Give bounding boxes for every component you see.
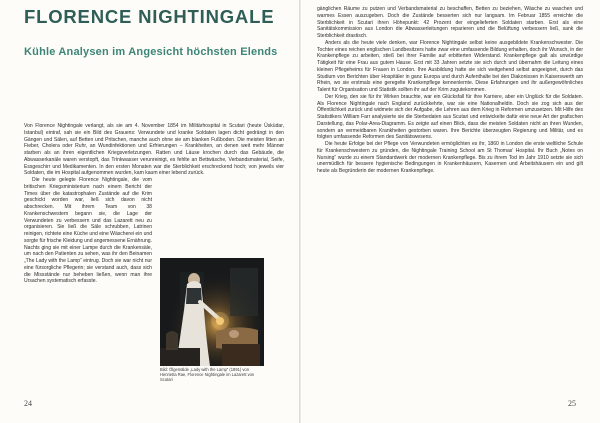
right-body-text — [317, 6, 583, 175]
article-title: FLORENCE NIGHTINGALE — [24, 6, 275, 27]
left-paragraph-1: Von Florence Nightingale verlangt, als sie am 4. November 1854 im Militärhospital in Scutari (heute Üsküdar, Istanbul) eintraf, sah sie ein Bild des Grauens: Verwundete und kranke Soldaten lagen dicht gedrängt in den Gängen und Sälen, auf Betten und Pritschen, manche auch ohne sie am blanken Fußboden. Die meisten litten an Fieber, Cholera oder Ruhr, an Wundinfektionen und Erfrierungen – Krankheiten, an denen weit mehr Männer starben als an ihren eigentlichen Kriegsverletzungen. Ratten und Läuse krochen durch das Gebäude, die Abwasserkanäle waren verstopft, das Trinkwasser verunreinigt, es fehlte an Bettwäsche, Verbandsmaterial, Seife, Essgeschirr und Medikamenten. In den ersten Monaten war die Sterblichkeit erschreckend hoch; von jeweils vier Soldaten, die im Hospital aufgenommen wurden, kam kaum einer lebend zurück. — [24, 123, 284, 177]
right-paragraph-2: Anders als die heute viele denken, war Florence Nightingale selbst keine ausgebildete Krankenschwester. Die Tochter eines reichen englischen Landbesitzers hatte zwar eine umfassende Bildung erhalten, doch ihr Wunsch, in der Krankenpflege zu arbeiten, stieß bei ihrer Familie auf erbitterten Widerstand. Krankenpflege galt als unwürdige Tätigkeit für eine Frau aus gutem Hause. Erst mit 33 Jahren setzte sie sich durch und übernahm die Leitung eines kleinen Pflegeheims für Frauen in London. Ihre Ausbildung hatte sie sich weitgehend selbst angeeignet, durch das Studium von Berichten über Hospitäler in ganz Europa und durch Aufenthalte bei den Diakonissen in Kaiserswerth am Rhein, wo sie erstmals eine geregelte Krankenpflege kennenlernte. Diese Erfahrungen und ihr außergewöhnliches Talent für Organisation und Statistik sollten ihr auf der Krim zugutekommen. — [317, 39, 583, 93]
left-paragraph-2: Die heute gelegte Florence Nightingale, die vom britischen Kriegsministerium nach einem Bericht der Times über die katastrophalen Zustände auf die Krim geschickt worden war, ließ sich davon nicht abschrecken. Mit ihrem Team von 38 Krankenschwestern begann sie, die Lage der Verwundeten zu verbessern und das Lazarett neu zu organisieren. Sie ließ die Säle schrubben, Latrinen reinigen, richtete eine Küche und eine Wäscherei ein und sorgte für frische Kleidung und angemessene Ernährung. Nachts ging sie mit einer Lampe durch die Krankensäle, um nach den Patienten zu sehen, was ihr den Beinamen „The Lady with the Lamp“ eintrug. Doch sie war nicht nur eine fürsorgliche Pflegerin; sie verstand auch, dass sich die Missstände nur beheben ließen, wenn man ihre Ursachen systematisch erfasste. — [24, 177, 152, 285]
right-paragraph-3: Der Krieg, den sie für ihr Wirken brauchte, war ein Glücksfall für ihre Karriere, aber ein Unglück für die Soldaten. Als Florence Nightingale nach England zurückkehrte, war sie eine Nationalheldin. Doch sie zog sich aus der Öffentlichkeit zurück und widmete sich der Aufgabe, die Lehren aus dem Krieg in Reformen umzusetzen. Mit Hilfe des Statistikers William Farr analysierte sie die Sterbedaten aus Scutari und entwickelte dafür eine neue Art der grafischen Darstellung, das Polar-Area-Diagramm. Es zeigte auf einen Blick, dass die meisten Soldaten nicht an ihren Wunden, sondern an vermeidbaren Krankheiten gestorben waren. Ihre Berichte überzeugten Regierung und Militär, und es folgten umfassende Reformen des Sanitätswesens. — [317, 93, 583, 141]
painting-illustration — [160, 258, 264, 366]
page-number-right: 25 — [568, 399, 576, 408]
figure-caption: Bild: Ölgemälde „Lady with the Lamp“ (1891) von Henrietta Rae, Florence Nightingale im Lazarett von Scutari — [160, 367, 255, 382]
right-paragraph-1: gänglichen Räume zu putzen und Verbandsmaterial zu beschaffen, Betten zu beziehen, Wäsche zu waschen und warmes Essen auszugeben. Doch die Zustände besserten sich nur langsam. Im Februar 1855 erreichte die Sterblichkeit in Scutari ihren Höhepunkt: 42 Prozent der eingelieferten Soldaten starben. Erst als eine Sanitätskommission aus London die Abwasserleitungen reparieren und die Belüftung verbessern ließ, sank die Sterblichkeit drastisch. — [317, 6, 583, 39]
painting-lady-with-lamp — [160, 258, 264, 366]
right-paragraph-4: Die heute Erfolge bei der Pflege von Verwundeten ermöglichten es ihr, 1860 in London die erste weltliche Schule für Krankenschwestern zu gründen, die Nightingale Training School am St Thomas’ Hospital. Ihr Buch „Notes on Nursing“ wurde zu einem Standardwerk der modernen Krankenpflege. Bis zu ihrem Tod im Jahr 1910 setzte sie sich unermüdlich für bessere hygienische Bedingungen in Krankenhäusern, Kasernen und Arbeitshäusern ein und gilt heute als Begründerin der modernen Krankenpflege. — [317, 141, 583, 174]
page-number-left: 24 — [24, 399, 32, 408]
left-page — [0, 0, 299, 423]
article-subtitle: Kühle Analysen im Angesicht höchsten Elends — [24, 46, 278, 58]
